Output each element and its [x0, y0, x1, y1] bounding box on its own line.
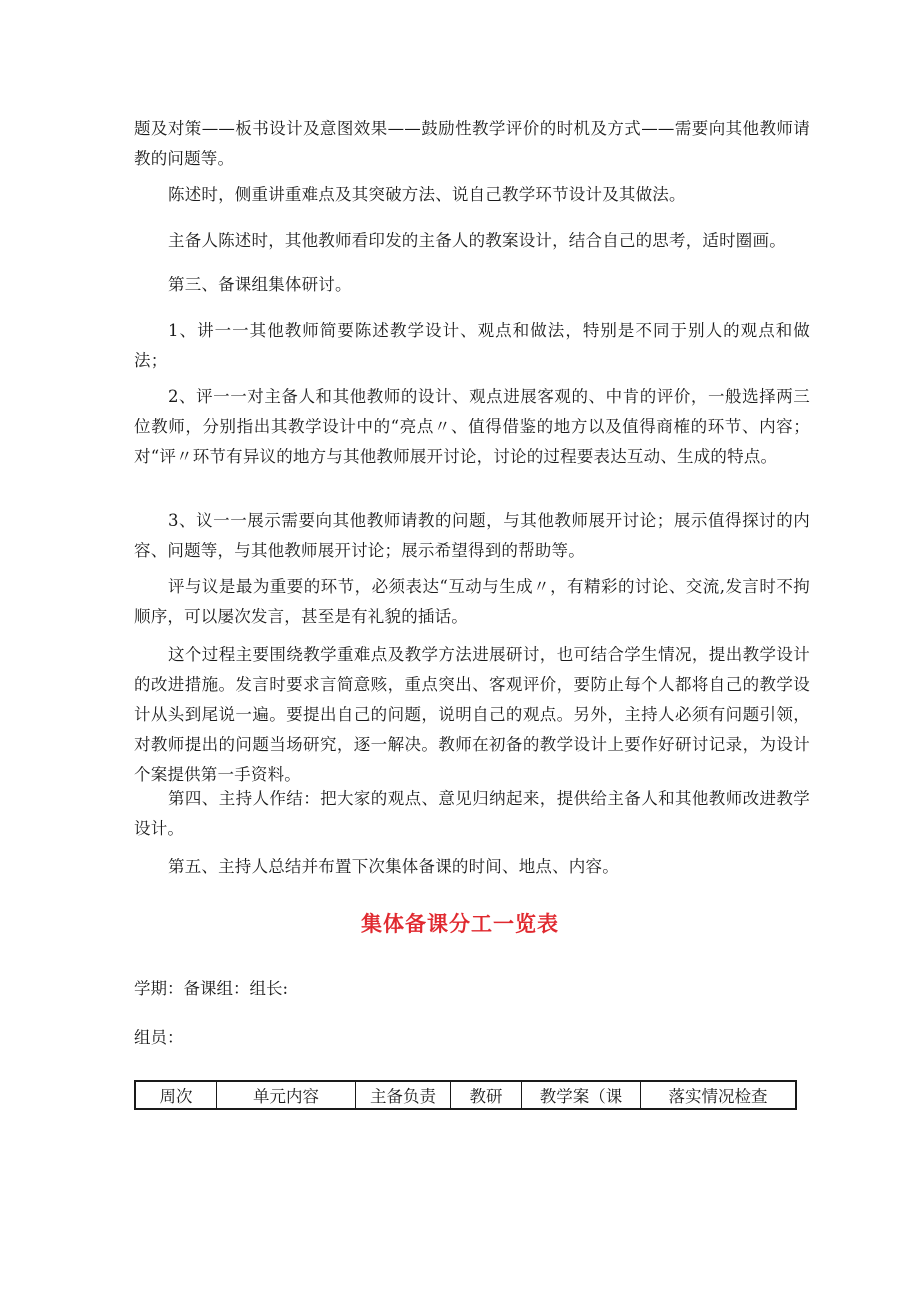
paragraph-10: 第四、主持人作结：把大家的观点、意见归纳起来，提供给主备人和其他教师改进教学设计。 [134, 789, 810, 838]
division-table [134, 1080, 797, 1110]
header-lead-preparer: 主备负责 [356, 1081, 451, 1109]
members-line: 组员： [134, 1028, 184, 1047]
header-week: 周次 [135, 1081, 217, 1109]
table-header-row [135, 1081, 796, 1109]
paragraph-9: 这个过程主要围绕教学重难点及教学方法进展研讨，也可结合学生情况，提出教学设计的改进措施。发言时要求言简意赅，重点突出、客观评价，要防止每个人都将自己的教学设计从头到尾说一遍。要提出自己的问题，说明自己的观点。另外，主持人必须有问题引领，对教师提出的问题当场研究，逐一解决。教师在初备的教学设计上要作好研讨记录，为设计个案提供第一手资料。 [134, 645, 810, 784]
paragraph-7: 3、议一一展示需要向其他教师请教的问题，与其他教师展开讨论；展示值得探讨的内容、问题等，与其他教师展开讨论；展示希望得到的帮助等。 [134, 511, 810, 560]
paragraph-6: 2、评一一对主备人和其他教师的设计、观点进展客观的、中肯的评价，一般选择两三位教师，分别指出其教学设计中的“亮点〃、值得借鉴的地方以及值得商榷的环节、内容；对“评〃环节有异议的地方与其他教师展开讨论，讨论的过程要表达互动、生成的特点。 [134, 387, 810, 466]
header-unit-content: 单元内容 [217, 1081, 356, 1109]
paragraph-3: 主备人陈述时，其他教师看印发的主备人的教案设计，结合自己的思考，适时圈画。 [168, 231, 786, 250]
semester-line: 学期：备课组：组长: [134, 979, 289, 998]
paragraph-4: 第三、备课组集体研讨。 [168, 275, 352, 294]
table-title: 集体备课分工一览表 [361, 911, 559, 936]
paragraph-2: 陈述时，侧重讲重难点及其突破方法、说自己教学环节设计及其做法。 [168, 185, 686, 204]
paragraph-5: 1、讲一一其他教师简要陈述教学设计、观点和做法，特别是不同于别人的观点和做法； [134, 321, 810, 370]
paragraph-8: 评与议是最为重要的环节，必须表达“互动与生成〃，有精彩的讨论、交流,发言时不拘顺序，可以屡次发言，甚至是有礼貌的插话。 [134, 577, 810, 626]
header-implementation-check: 落实情况检查 [641, 1081, 797, 1109]
header-research: 教研 [451, 1081, 522, 1109]
header-teaching-plan: 教学案（课 [522, 1081, 641, 1109]
paragraph-1: 题及对策——板书设计及意图效果——鼓励性教学评价的时机及方式——需要向其他教师请教的问题等。 [134, 119, 810, 168]
paragraph-11: 第五、主持人总结并布置下次集体备课的时间、地点、内容。 [168, 857, 619, 876]
